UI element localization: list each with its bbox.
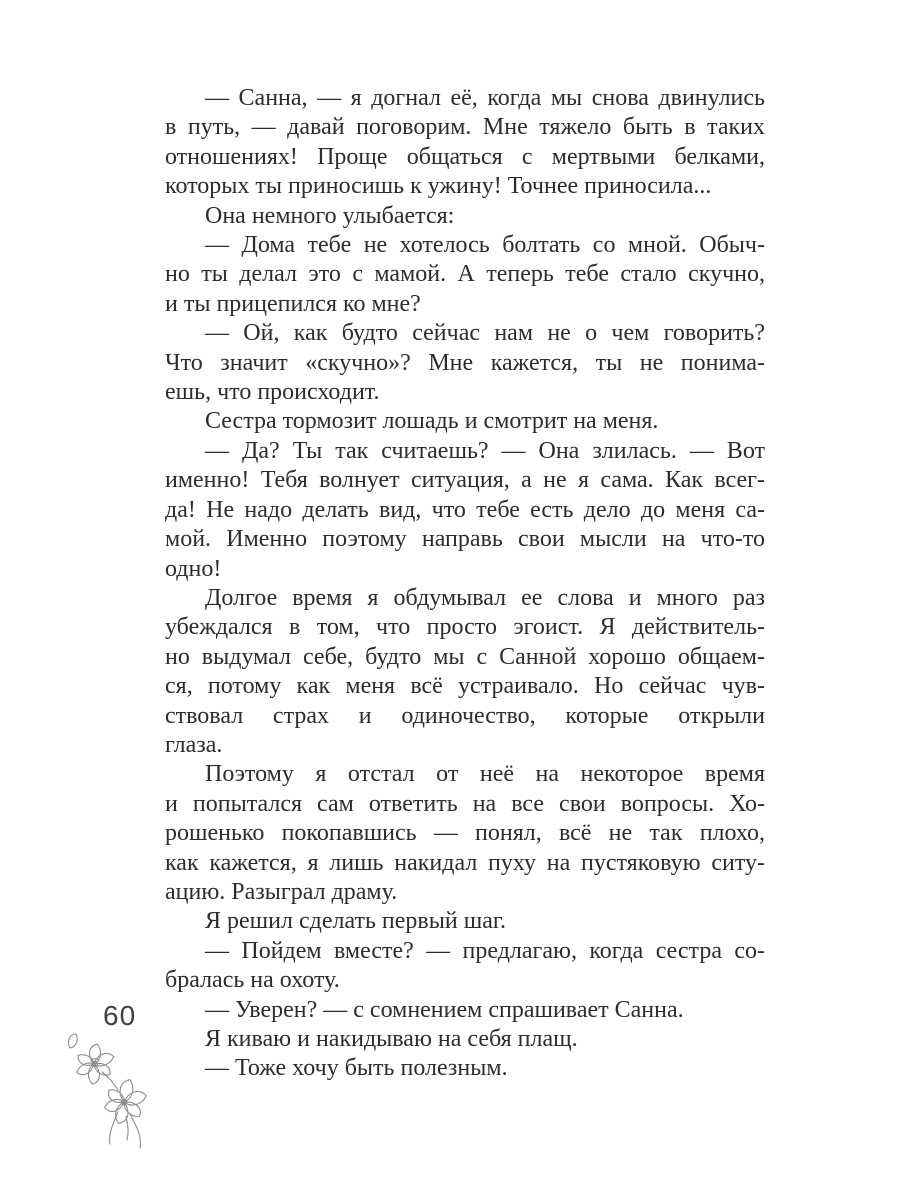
text-line: — Санна, — я догнал её, когда мы снова двинулись	[205, 85, 765, 111]
text-line: Поэтому я отстал от неё на некоторое время	[205, 761, 765, 788]
text-line: которых ты приносишь к ужину! Точнее приносила...	[165, 173, 712, 200]
text-line: Сестра тормозит лошадь и смотрит на меня.	[205, 408, 659, 435]
text-line: да! Не надо делать вид, что тебе есть дело до меня са-	[165, 496, 765, 523]
text-line: мой. Именно поэтому направь свои мысли на что-то	[165, 526, 765, 553]
text-line: ствовал страх и одиночество, которые открыли	[165, 702, 765, 729]
flower-sketch-icon	[56, 1026, 174, 1152]
text-line: именно! Тебя волнует ситуация, а не я сама. Как всег-	[165, 467, 765, 494]
text-line: в путь, — давай поговорим. Мне тяжело быть в таких	[165, 114, 765, 141]
text-line: — Ой, как будто сейчас нам не о чем говорить?	[205, 320, 765, 347]
text-line: — Пойдем вместе? — предлагаю, когда сестра со-	[205, 937, 765, 964]
text-line: и ты прицепился ко мне?	[165, 290, 421, 317]
text-line: но выдумал себе, будто мы с Санной хорошо общаем-	[165, 643, 765, 670]
text-line: одно!	[165, 555, 222, 582]
body-text	[165, 84, 765, 1084]
text-line: бралась на охоту.	[165, 967, 340, 994]
text-line: — Да? Ты так считаешь? — Она злилась. — Вот	[205, 437, 765, 464]
text-line: Долгое время я обдумывал ее слова и много раз	[205, 584, 765, 611]
text-line: рошенько покопавшись — понял, всё не так плохо,	[165, 820, 765, 847]
text-line: глаза.	[165, 731, 223, 758]
text-line: ся, потому как меня всё устраивало. Но сейчас чув-	[165, 673, 765, 700]
text-line: убеждался в том, что просто эгоист. Я действитель-	[165, 614, 765, 641]
text-line: Я киваю и накидываю на себя плащ.	[205, 1026, 578, 1052]
text-line: отношениях! Проще общаться с мертвыми белками,	[165, 143, 765, 170]
text-line: — Дома тебе не хотелось болтать со мной. Обыч-	[205, 232, 765, 259]
text-line: — Тоже хочу быть полезным.	[205, 1055, 508, 1082]
page-number: 60	[103, 1000, 137, 1031]
text-line: и попытался сам ответить на все свои вопросы. Хо-	[165, 790, 765, 817]
text-line: ешь, что происходит.	[165, 379, 380, 406]
text-line: ацию. Разыграл драму.	[165, 878, 398, 905]
text-line: Что значит «скучно»? Мне кажется, ты не понима-	[165, 349, 765, 376]
text-line: — Уверен? — с сомнением спрашивает Санна.	[205, 996, 684, 1023]
text-line: Я решил сделать первый шаг.	[205, 908, 506, 935]
text-line: Она немного улыбается:	[205, 202, 455, 229]
text-line: но ты делал это с мамой. А теперь тебе стало скучно,	[165, 261, 765, 288]
text-line: как кажется, я лишь накидал пуху на пустяковую ситу-	[165, 849, 765, 876]
